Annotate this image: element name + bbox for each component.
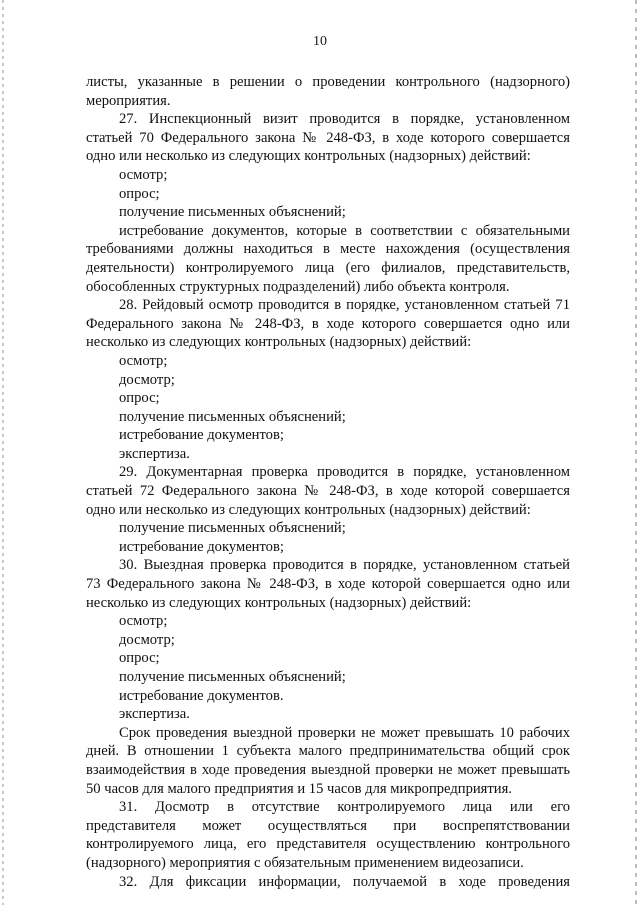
text-line: 29. Документарная проверка проводится в порядке, установленном: [119, 464, 570, 481]
text-line: 28. Рейдовый осмотр проводится в порядке, установленном статьей 71: [119, 297, 570, 314]
scan-edge-left: [2, 0, 4, 905]
text-line: 30. Выездная проверка проводится в порядке, установленном статьей: [119, 557, 570, 574]
text-line: Федерального закона № 248-ФЗ, в ходе которого совершается одно или: [86, 315, 570, 332]
text-line: 27. Инспекционный визит проводится в порядке, установленном: [119, 111, 570, 128]
text-line: Срок проведения выездной проверки не может превышать 10 рабочих: [119, 724, 570, 741]
text-line: истребование документов.: [119, 687, 284, 704]
text-line: 32. Для фиксации информации, получаемой в ходе проведения: [119, 873, 570, 890]
text-line: одно или несколько из следующих контрольных (надзорных) действий:: [86, 148, 531, 165]
text-line: несколько из следующих контрольных (надзорных) действий:: [86, 334, 472, 351]
text-line: 50 часов для малого предприятия и 15 часов для микропредприятия.: [86, 780, 512, 797]
text-line: (надзорного) мероприятия с обязательным применением видеозаписи.: [86, 854, 524, 871]
text-line: дней. В отношении 1 субъекта малого предпринимательства общий срок: [86, 743, 570, 760]
text-line: истребование документов;: [119, 427, 284, 444]
text-line: обособленных структурных подразделений) либо объекта контроля.: [86, 278, 510, 295]
text-line: экспертиза.: [119, 706, 190, 723]
text-line: досмотр;: [119, 631, 175, 648]
text-line: опрос;: [119, 185, 160, 202]
text-line: досмотр;: [119, 371, 175, 388]
text-line: осмотр;: [119, 166, 168, 183]
text-line: получение письменных объяснений;: [119, 669, 346, 685]
text-line: опрос;: [119, 650, 160, 667]
text-line: взаимодействия в ходе проведения выездной проверки не может превышать: [86, 761, 570, 778]
text-line: получение письменных объяснений;: [119, 520, 346, 537]
text-line: одно или несколько из следующих контрольных (надзорных) действий:: [86, 501, 531, 518]
text-line: 31. Досмотр в отсутствие контролируемого лица или его: [119, 799, 570, 816]
text-line: осмотр;: [119, 613, 168, 630]
text-line: статьей 72 Федерального закона № 248-ФЗ, в ходе которой совершается: [86, 483, 570, 500]
text-line: листы, указанные в решении о проведении контрольного (надзорного): [86, 74, 570, 90]
text-line: представителя может осуществляться при воспрепятствовании: [86, 817, 570, 834]
page-number: 10: [313, 34, 327, 49]
text-line: осмотр;: [119, 352, 168, 369]
text-line: статьей 70 Федерального закона № 248-ФЗ, в ходе которого совершается: [86, 129, 570, 146]
text-line: экспертиза.: [119, 445, 190, 462]
text-line: требованиями должны находиться в месте нахождения (осуществления: [86, 241, 570, 258]
document-body: [86, 73, 570, 891]
text-line: получение письменных объяснений;: [119, 408, 346, 425]
text-line: 73 Федерального закона № 248-ФЗ, в ходе которой совершается одно или: [86, 576, 570, 593]
text-line: деятельности) контролируемого лица (его филиалов, представительств,: [86, 259, 570, 276]
text-line: опрос;: [119, 390, 160, 407]
text-line: истребование документов, которые в соответствии с обязательными: [119, 222, 570, 239]
text-line: несколько из следующих контрольных (надзорных) действий:: [86, 594, 472, 611]
text-line: мероприятия.: [86, 92, 171, 109]
scan-edge-right: [635, 0, 637, 905]
text-line: получение письменных объяснений;: [119, 204, 346, 221]
text-line: истребование документов;: [119, 538, 284, 555]
text-line: контролируемого лица, его представителя осуществлению контрольного: [86, 836, 570, 853]
